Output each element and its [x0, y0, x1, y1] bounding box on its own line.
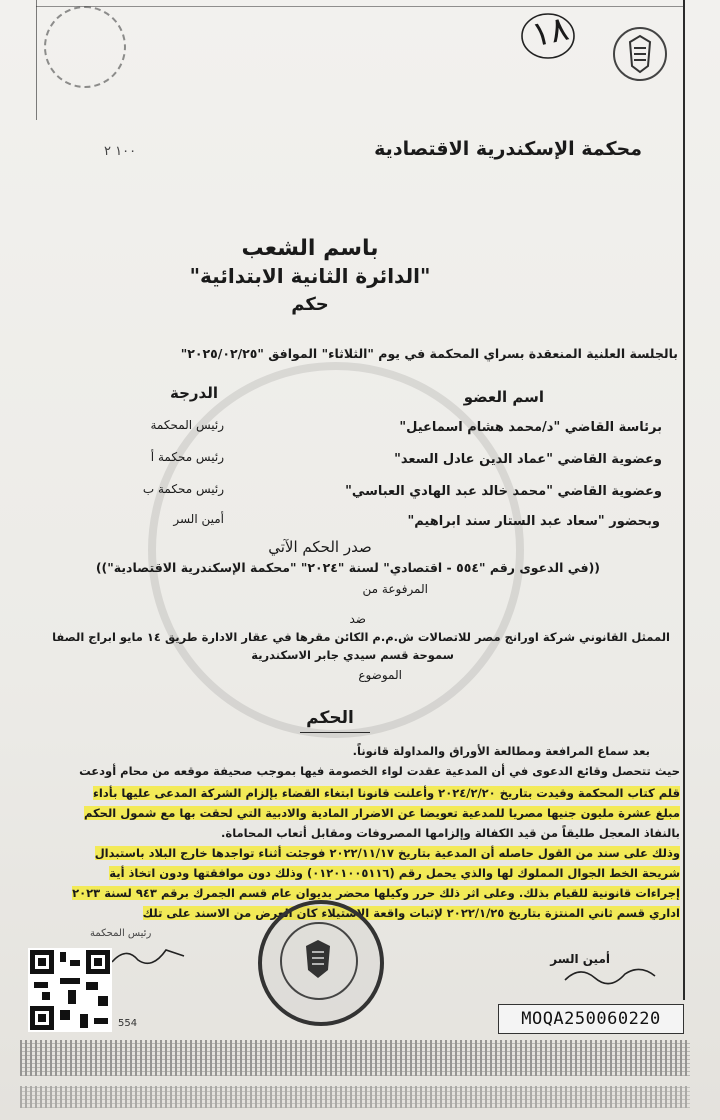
session-line: بالجلسة العلنية المنعقدة بسراي المحكمة في يوم "الثلاثاء" الموافق "٢٠٢٥/٠٢/٢٥" [180, 346, 678, 361]
defendant-line: الممثل القانوني شركة اورانج مصر للاتصالات ش.م.م الكائن مقرها في عقار الادارة طريق ١٤ مايو ابراج الصفا [52, 630, 670, 644]
page-code: 554 [118, 1018, 138, 1029]
in-name-of-people: باسم الشعب [241, 236, 379, 261]
panel-row-rank: رئيس محكمة أ [150, 450, 224, 464]
subject-label: الموضوع [358, 668, 402, 682]
secretary-label: أمين السر [550, 952, 610, 966]
bottom-scan-strip-2 [20, 1086, 690, 1108]
verdict-title: حكم [291, 294, 329, 315]
defendant-line-2: سموحة قسم سيدي جابر الاسكندرية [251, 648, 454, 662]
body-line: إجراءات قانونية للقيام بذلك. وعلى اثر ذلك حرر وكيلها محضر بديوان عام قسم الجمرك برقم ٩٤٣ لسنة ٢٠٢٣ [72, 886, 680, 900]
body-line: مبلغ عشرة مليون جنيها مصريا للمدعية تعويضا عن الاضرار المادية والادبية التي لحقت بها مع شمول الحكم [83, 806, 680, 820]
page-border-left-top [36, 0, 37, 120]
qr-code [28, 948, 112, 1032]
ruling-heading: الحكم [306, 708, 354, 728]
filed-by: المرفوعة من [362, 582, 428, 596]
body-line: شريحة الخط الجوال المملوك لها والذي يحمل رقم (٠١٢٠١٠٠٥١١٦) وذلك دون موافقتها ودون اتخاذ أية [109, 866, 680, 880]
eagle-emblem-icon [612, 26, 668, 82]
body-line: حيث تتحصل وقائع الدعوى في أن المدعية عقدت لواء الخصومة فيها بموجب صحيفة موقعه من محام أودعت [79, 764, 680, 778]
top-left-seal [44, 6, 126, 88]
bottom-scan-strip [20, 1040, 690, 1076]
panel-row-name: وعضوية القاضي "عماد الدين عادل السعد" [394, 452, 662, 467]
body-line: بالنفاذ المعجل طليقاً من قيد الكفالة وإلزامها المصروفات ومقابل أتعاب المحاماة. [221, 826, 680, 840]
page-border-right [683, 0, 685, 1000]
panel-row-name: برئاسة القاضي "د/محمد هشام اسماعيل" [399, 420, 662, 435]
panel-row-name: وبحضور "سعاد عبد الستار سند ابراهيم" [407, 514, 660, 529]
document-barcode-text: MOQA250060220 [498, 1004, 684, 1034]
body-line: قلم كتاب المحكمة وقيدت بتاريخ ٢٠٢٤/٢/٢٠ وأعلنت قانونا ابتغاء القضاء بإلزام الشركة المدعى عليها بأداء [93, 786, 680, 800]
margin-mark: ١٠٠ ٢ [104, 144, 137, 159]
body-line: بعد سماع المرافعة ومطالعة الأوراق والمداولة قانوناً. [352, 744, 650, 758]
court-name: محكمة الإسكندرية الاقتصادية [374, 138, 642, 160]
page-border-top [36, 6, 684, 7]
panel-row-name: وعضوية القاضي "محمد خالد عبد الهادي العباسي" [345, 484, 662, 499]
panel-row-rank: رئيس محكمة ب [142, 482, 224, 496]
circuit-name: "الدائرة الثانية الابتدائية" [189, 264, 431, 288]
verdict-issued: صدر الحكم الآتي [268, 538, 372, 556]
page-number-circle [518, 8, 578, 64]
page-number: ١٨ [528, 8, 573, 56]
case-line: ((في الدعوى رقم "٥٥٤ - اقتصادي" لسنة "٢٠٢٤" "محكمة الإسكندرية الاقتصادية")) [95, 560, 600, 575]
name-header: اسم العضو [463, 388, 544, 406]
eagle-stamp-icon [298, 938, 338, 982]
ruling-underline [300, 732, 370, 733]
rank-header: الدرجة [170, 384, 218, 402]
left-footer-label: رئيس المحكمة [90, 928, 152, 939]
panel-row-rank: أمين السر [173, 512, 224, 526]
body-line: اداري قسم ثاني المنتزة بتاريخ ٢٠٢٢/١/٢٥ لإثبات واقعة الاستيلاء كان العرض من الاسند على تلك [142, 906, 680, 920]
judge-signature [108, 940, 188, 970]
secretary-signature [560, 960, 660, 990]
panel-row-rank: رئيس المحكمة [150, 418, 224, 432]
against: ضد [349, 612, 366, 626]
body-line: وذلك على سند من القول حاصله أن المدعية بتاريخ ٢٠٢٢/١١/١٧ فوجئت أثناء تواجدها خارج البلاد باستبدال [94, 846, 680, 860]
